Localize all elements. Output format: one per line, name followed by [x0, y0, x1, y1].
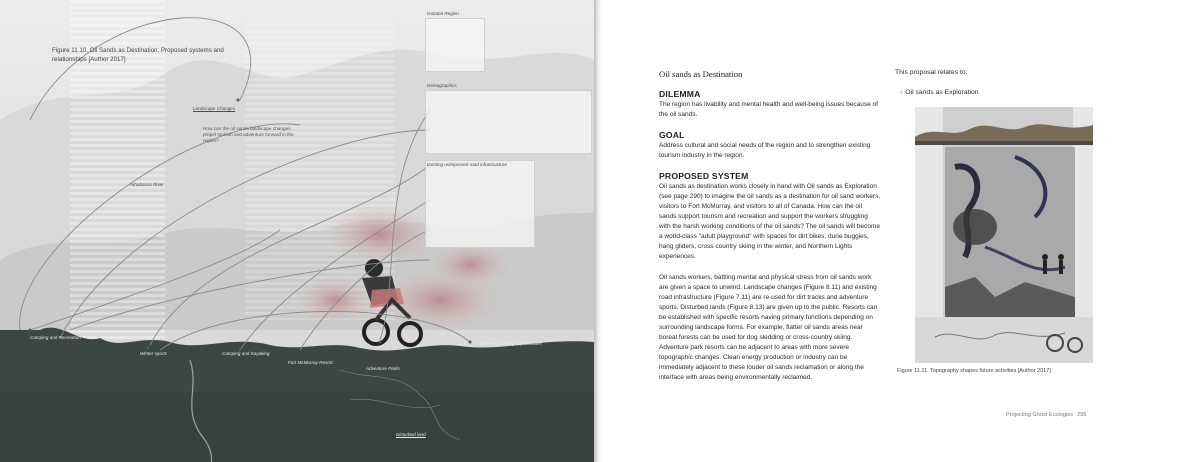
- disturbed-land-label: Disturbed land: [396, 432, 426, 437]
- page-footer: [1006, 412, 1087, 418]
- camping-kayaking-label: Camping and Kayaking: [222, 351, 270, 356]
- relates-item-label: Oil sands as Exploration: [905, 89, 979, 96]
- footer-title: Projecting Ghost Ecologies: [1006, 412, 1074, 418]
- proposed-system-text-1: Oil sands as destination works closely in hand with Oil sands as Exploration (see page 290) to imagine the oil sands as a destination for oil sand workers, visitors to Fort McMurray, and visitors to all of Canada. How can the oil sands support tourism and recreation and support the workers struggling with the harsh working conditions of the oil sands? The oil sands will become a world-class "adult playground" with spaces for dirt bikes, dune buggies, hang gliders, cross country skiing in the winter, and Northern Lights experiences.: [659, 183, 881, 261]
- night-sky-label: Night Sky viewing opportunities: [478, 341, 542, 346]
- athabasca-river-label: Athabasca River: [130, 182, 164, 187]
- figure-caption-right: Figure 11.11. Topography shapes future activities [Author 2017]: [897, 368, 1051, 374]
- topography-figure: [915, 107, 1093, 363]
- figure-caption-left: Figure 11.10. Oil Sands as Destination: Proposed systems and relationships [Author 2017]: [52, 47, 224, 63]
- page-gutter: [594, 0, 602, 462]
- isolated-region-label: Isolated Region: [427, 11, 459, 16]
- question-text: How can the oil sands landscape changes propel tourism and adventure forward in the region?: [203, 126, 294, 143]
- relates-item[interactable]: [900, 89, 979, 96]
- demographics-label: Demographics: [427, 83, 457, 88]
- dilemma-text: The region has livability and mental health and well-being issues because of the oil sands.: [659, 101, 878, 119]
- goal-text: Address cultural and social needs of the region and to strengthen existing tourism industry in the region.: [659, 142, 871, 160]
- isolated-region-panel: [425, 18, 485, 72]
- right-page: [602, 0, 1200, 462]
- road-infrastructure-panel: [425, 160, 535, 248]
- camping-recreation-label: Camping and Recreation: [30, 335, 81, 340]
- landscape-changes-label: Landscape Changes: [193, 106, 236, 111]
- topography-collage: [915, 107, 1093, 363]
- demographics-panel: [425, 90, 592, 154]
- dilemma-heading: DILEMMA: [659, 89, 701, 99]
- winter-sports-label: Winter sports: [140, 351, 168, 356]
- fort-mcmurray-resort-label: Fort McMurray Resort: [288, 360, 333, 365]
- proposed-system-text-2: Oil sands workers, battling mental and physical stress from oil sands work are given a space to unwind. Landscape changes (Figure 8.11) and existing road infrastructure (Figure 7.11) are re-used for dirt tracks and adventure sports. Disturbed lands (Figure 8.13) are given up to the public. Resorts can be established with specific resorts having primary functions depending on surrounding landscape forms. For example, flatter oil sands areas near boreal forests can be used for dog sledding or cross-country skiing. Adventure park resorts can be adjacent to areas with more severe topographic changes. Clean energy production or industry can be immediately adjacent to these louder oil sands reclamation or along the interface with areas being environmentally reclaimed.: [659, 274, 878, 382]
- road-infrastructure-label: Existing unimproved road infrastructure: [427, 162, 507, 167]
- left-page-figure: [0, 0, 594, 462]
- adventure-parks-label: Adventure Parks: [366, 366, 400, 371]
- proposed-system-heading: PROPOSED SYSTEM: [659, 171, 749, 181]
- goal-heading: GOAL: [659, 130, 685, 140]
- relates-title: This proposal relates to:: [895, 69, 968, 76]
- page-number: 295: [1077, 412, 1087, 418]
- bullet-icon: ›: [900, 89, 903, 96]
- section-title: Oil sands as Destination: [659, 69, 743, 79]
